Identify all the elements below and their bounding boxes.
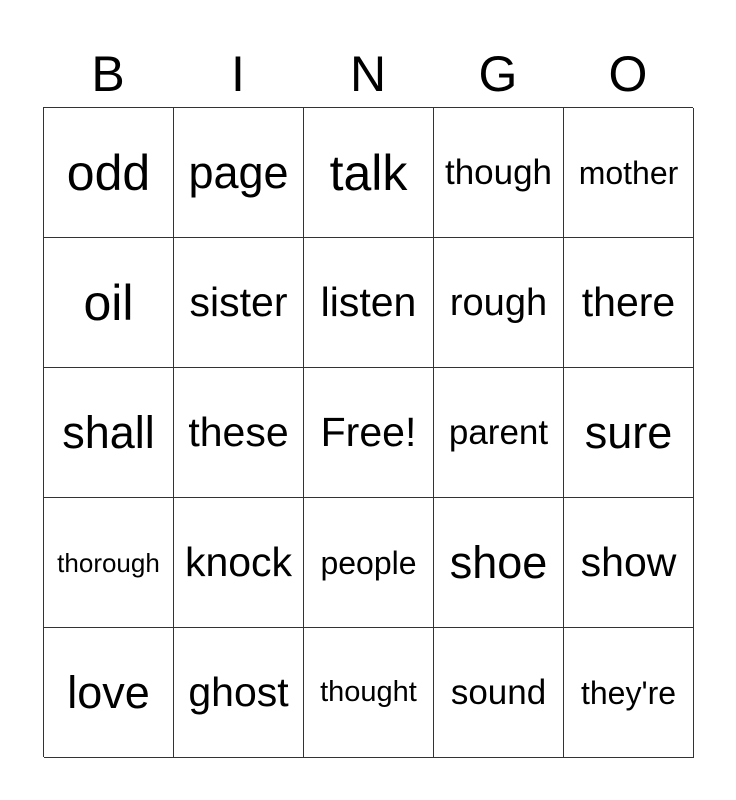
bingo-cell[interactable]: sister: [174, 238, 304, 368]
bingo-header: [43, 40, 693, 108]
bingo-cell[interactable]: rough: [434, 238, 564, 368]
bingo-cell[interactable]: listen: [304, 238, 434, 368]
header-letter-i: I: [231, 46, 245, 102]
header-letter-g: G: [478, 46, 518, 102]
bingo-cell[interactable]: thorough: [44, 498, 174, 628]
bingo-cell[interactable]: shall: [44, 368, 174, 498]
bingo-board: [43, 107, 693, 757]
bingo-cell[interactable]: sound: [434, 628, 564, 758]
bingo-cell[interactable]: though: [434, 108, 564, 238]
bingo-cell[interactable]: people: [304, 498, 434, 628]
bingo-cell[interactable]: mother: [564, 108, 694, 238]
bingo-cell[interactable]: oil: [44, 238, 174, 368]
bingo-cell[interactable]: shoe: [434, 498, 564, 628]
bingo-cell[interactable]: ghost: [174, 628, 304, 758]
bingo-cell[interactable]: talk: [304, 108, 434, 238]
bingo-cell[interactable]: odd: [44, 108, 174, 238]
header-letter-o: O: [608, 46, 648, 102]
header-letter-b: B: [91, 46, 125, 102]
bingo-cell-free[interactable]: Free!: [304, 368, 434, 498]
bingo-cell[interactable]: these: [174, 368, 304, 498]
bingo-cell[interactable]: there: [564, 238, 694, 368]
bingo-cell[interactable]: knock: [174, 498, 304, 628]
bingo-cell[interactable]: show: [564, 498, 694, 628]
bingo-cell[interactable]: thought: [304, 628, 434, 758]
bingo-cell[interactable]: page: [174, 108, 304, 238]
bingo-cell[interactable]: sure: [564, 368, 694, 498]
header-letter-n: N: [349, 46, 387, 102]
bingo-cell[interactable]: they're: [564, 628, 694, 758]
bingo-cell[interactable]: parent: [434, 368, 564, 498]
bingo-cell[interactable]: love: [44, 628, 174, 758]
